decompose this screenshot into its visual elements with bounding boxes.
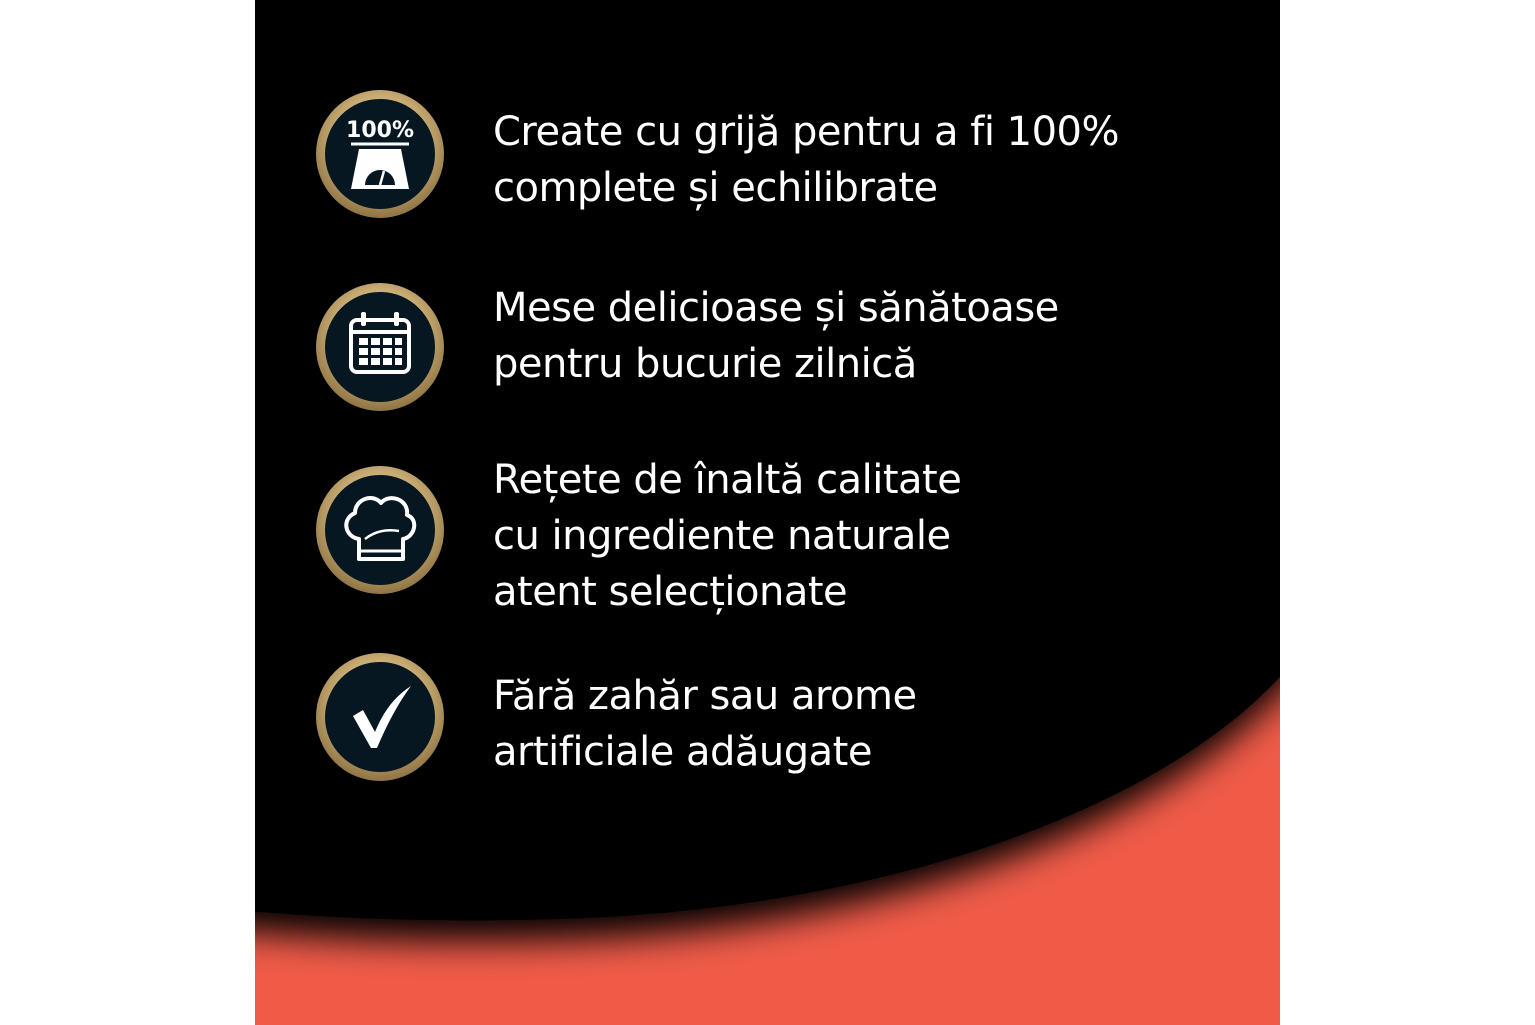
feature-line: Fără zahăr sau arome [493,673,917,719]
feature-line: Rețete de înaltă calitate [493,457,962,503]
no-sugar-badge [315,652,445,782]
feature-item-no-sugar [255,0,1280,800]
checkmark-icon [315,652,445,782]
feature-line: Create cu grijă pentru a fi 100% [493,109,1120,155]
feature-text-no-sugar [493,668,917,780]
feature-line: pentru bucurie zilnică [493,341,917,387]
feature-line: artificiale adăugate [493,729,872,775]
feature-line: atent selecționate [493,569,848,615]
feature-line: Mese delicioase și sănătoase [493,285,1059,331]
feature-line: complete și echilibrate [493,165,938,211]
feature-line: cu ingrediente naturale [493,513,951,559]
feature-panel [255,0,1280,1025]
badge-label: 100% [346,118,414,143]
